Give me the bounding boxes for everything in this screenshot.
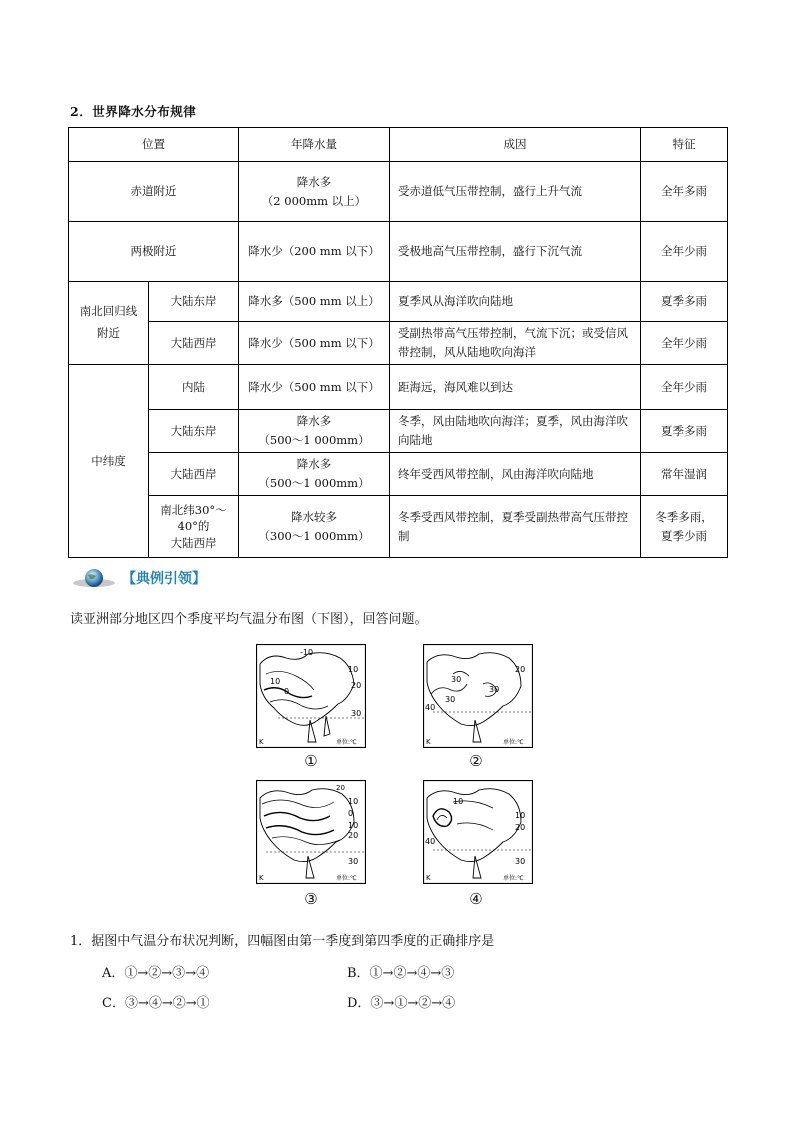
cell-amount: 降水多 （500～1 000mm） bbox=[239, 453, 390, 496]
isotherm-label: 0 bbox=[284, 687, 290, 696]
option-d[interactable]: D．③→①→②→④ bbox=[347, 996, 456, 1011]
cell-cause: 夏季风从海洋吹向陆地 bbox=[390, 282, 641, 322]
unit-label: 单位:℃ bbox=[503, 739, 524, 746]
cell-cause: 终年受西风带控制，风由海洋吹向陆地 bbox=[390, 453, 641, 496]
cell-group: 南北回归线附近 bbox=[69, 282, 149, 365]
header-amount: 年降水量 bbox=[239, 128, 390, 162]
example-heading-text: 【典例引领】 bbox=[122, 571, 206, 587]
example-heading bbox=[72, 566, 206, 590]
temperature-map-4 bbox=[423, 780, 533, 884]
isotherm-label: 10 bbox=[270, 677, 281, 686]
table-row bbox=[69, 282, 728, 322]
globe-icon bbox=[72, 567, 116, 589]
isotherm-label: 10 bbox=[348, 821, 359, 830]
option-a[interactable]: A．①→②→③→④ bbox=[102, 966, 210, 981]
cell-feature: 全年少雨 bbox=[641, 365, 728, 410]
cell-cause: 距海远，海风难以到达 bbox=[390, 365, 641, 410]
cell-group: 中纬度 bbox=[69, 365, 149, 558]
cell-amount: 降水少（500 mm 以下） bbox=[239, 322, 390, 365]
isotherm-label: 20 bbox=[351, 681, 362, 690]
isotherm-label: 30 bbox=[351, 709, 362, 718]
corner-label: K bbox=[259, 738, 264, 746]
isotherm-label: 10 bbox=[515, 811, 526, 820]
table-header-row bbox=[69, 128, 728, 162]
table-row bbox=[69, 222, 728, 282]
cell-amount: 降水少（200 mm 以下） bbox=[239, 222, 390, 282]
map-label: ① bbox=[304, 752, 318, 770]
isotherm-label: 20 bbox=[515, 665, 526, 674]
cell-position: 内陆 bbox=[149, 365, 239, 410]
option-c[interactable]: C．③→④→②→① bbox=[102, 996, 210, 1011]
header-position: 位置 bbox=[69, 128, 239, 162]
table-row bbox=[69, 453, 728, 496]
cell-position: 赤道附近 bbox=[69, 162, 239, 222]
isotherm-label: 20 bbox=[515, 823, 526, 832]
section-title: 2．世界降水分布规律 bbox=[70, 104, 197, 119]
isotherm-label: 0 bbox=[348, 809, 354, 818]
intro-text: 读亚洲部分地区四个季度平均气温分布图（下图），回答问题。 bbox=[70, 612, 428, 627]
isotherm-label: 30 bbox=[489, 685, 500, 694]
cell-amount: 降水较多 （300～1 000mm） bbox=[239, 496, 390, 558]
isotherm-label: 10 bbox=[348, 797, 359, 806]
header-feature: 特征 bbox=[641, 128, 728, 162]
cell-feature: 全年多雨 bbox=[641, 162, 728, 222]
question-1: 1．据图中气温分布状况判断，四幅图由第一季度到第四季度的正确排序是 bbox=[70, 934, 495, 949]
isotherm-label: -10 bbox=[300, 648, 314, 657]
map-label: ④ bbox=[469, 890, 483, 908]
table-row bbox=[69, 162, 728, 222]
cell-amount: 降水多（500 mm 以上） bbox=[239, 282, 390, 322]
cell-cause: 受赤道低气压带控制，盛行上升气流 bbox=[390, 162, 641, 222]
isotherm-label: 10 bbox=[453, 797, 464, 806]
isotherm-label: 30 bbox=[451, 675, 462, 684]
cell-position: 大陆西岸 bbox=[149, 453, 239, 496]
isotherm-label: 20 bbox=[348, 831, 359, 840]
cell-cause: 冬季受西风带控制，夏季受副热带高气压带控制 bbox=[390, 496, 641, 558]
corner-label: K bbox=[426, 738, 431, 746]
isotherm-label: 20 bbox=[336, 784, 345, 792]
cell-cause: 冬季，风由陆地吹向海洋；夏季，风由海洋吹向陆地 bbox=[390, 410, 641, 453]
isotherm-label: 40 bbox=[425, 837, 436, 846]
isotherm-label: 40 bbox=[425, 703, 436, 712]
cell-cause: 受极地高气压带控制，盛行下沉气流 bbox=[390, 222, 641, 282]
isotherm-label: 30 bbox=[515, 857, 526, 866]
cell-position: 南北纬30°～ 40°的 大陆西岸 bbox=[149, 496, 239, 558]
isotherm-label: 30 bbox=[348, 857, 359, 866]
cell-feature: 夏季多雨 bbox=[641, 282, 728, 322]
cell-position: 两极附近 bbox=[69, 222, 239, 282]
cell-amount: 降水多 （500～1 000mm） bbox=[239, 410, 390, 453]
cell-position: 大陆西岸 bbox=[149, 322, 239, 365]
cell-position: 大陆东岸 bbox=[149, 410, 239, 453]
cell-feature: 全年少雨 bbox=[641, 322, 728, 365]
cell-cause: 受副热带高气压带控制，气流下沉；或受信风带控制，风从陆地吹向海洋 bbox=[390, 322, 641, 365]
cell-feature: 夏季多雨 bbox=[641, 410, 728, 453]
isotherm-label: 30 bbox=[445, 695, 456, 704]
cell-feature: 常年湿润 bbox=[641, 453, 728, 496]
table-row bbox=[69, 496, 728, 558]
table-row bbox=[69, 322, 728, 365]
cell-feature: 冬季多雨， 夏季少雨 bbox=[641, 496, 728, 558]
map-label: ② bbox=[469, 752, 483, 770]
cell-position: 大陆东岸 bbox=[149, 282, 239, 322]
option-b[interactable]: B．①→②→④→③ bbox=[347, 966, 455, 981]
corner-label: K bbox=[259, 874, 264, 882]
cell-amount: 降水少（500 mm 以下） bbox=[239, 365, 390, 410]
cell-amount: 降水多 （2 000mm 以上） bbox=[239, 162, 390, 222]
header-cause: 成因 bbox=[390, 128, 641, 162]
map-label: ③ bbox=[304, 890, 318, 908]
table-row bbox=[69, 365, 728, 410]
unit-label: 单位:℃ bbox=[503, 875, 524, 882]
unit-label: 单位:℃ bbox=[336, 739, 357, 746]
isotherm-label: 10 bbox=[348, 665, 359, 674]
corner-label: K bbox=[426, 874, 431, 882]
cell-feature: 全年少雨 bbox=[641, 222, 728, 282]
table-row bbox=[69, 410, 728, 453]
precipitation-table bbox=[68, 127, 728, 558]
temperature-map-2 bbox=[423, 644, 533, 748]
temperature-map-1 bbox=[256, 644, 366, 748]
unit-label: 单位:℃ bbox=[336, 875, 357, 882]
temperature-map-3 bbox=[256, 780, 366, 884]
